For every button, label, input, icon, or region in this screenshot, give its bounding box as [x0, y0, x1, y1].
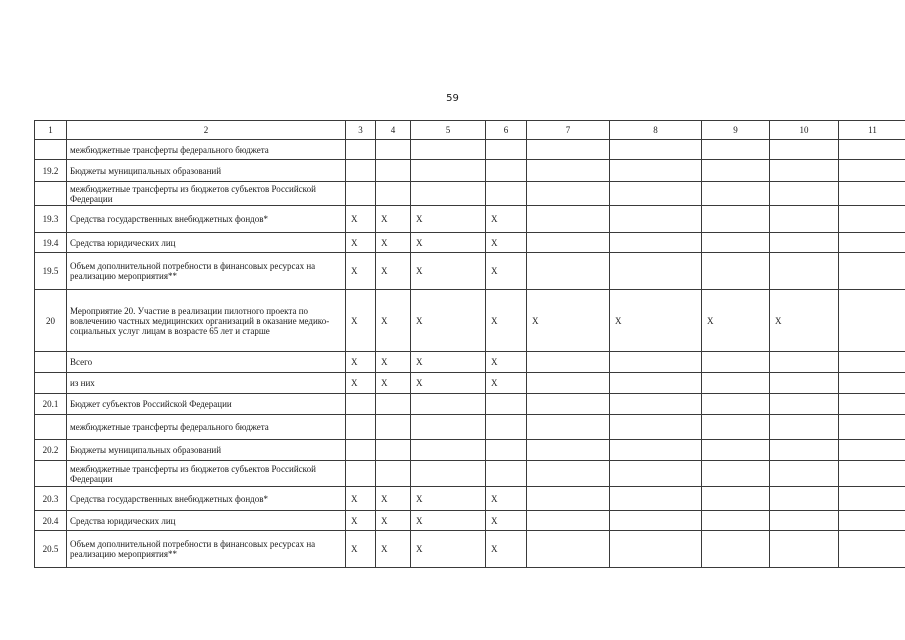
row-description: межбюджетные трансферты из бюджетов субъектов Российской Федерации — [67, 182, 346, 206]
cell-col-3 — [346, 160, 376, 182]
cell-col-8 — [610, 415, 702, 440]
cell-col-8 — [610, 352, 702, 373]
cell-col-11 — [839, 352, 905, 373]
cell-col-11 — [839, 160, 905, 182]
cell-col-9 — [702, 352, 770, 373]
cell-col-9 — [702, 487, 770, 511]
cell-col-4 — [376, 415, 411, 440]
column-header-11: 11 — [839, 121, 905, 140]
cell-col-6: X — [486, 290, 527, 352]
table-row — [35, 487, 905, 511]
column-header-6: 6 — [486, 121, 527, 140]
cell-col-5: X — [411, 511, 486, 531]
cell-col-6 — [486, 415, 527, 440]
row-number — [35, 373, 67, 394]
row-number: 19.4 — [35, 233, 67, 253]
cell-col-10 — [770, 253, 839, 290]
cell-col-5: X — [411, 206, 486, 233]
cell-col-7 — [527, 206, 610, 233]
column-header-4: 4 — [376, 121, 411, 140]
cell-col-6 — [486, 440, 527, 461]
cell-col-7 — [527, 233, 610, 253]
cell-col-6: X — [486, 511, 527, 531]
cell-col-9 — [702, 140, 770, 160]
row-number — [35, 140, 67, 160]
row-description: Средства юридических лиц — [67, 233, 346, 253]
cell-col-11 — [839, 415, 905, 440]
table-row — [35, 394, 905, 415]
cell-col-11 — [839, 394, 905, 415]
table-body — [35, 121, 905, 568]
cell-col-5: X — [411, 531, 486, 568]
cell-col-6 — [486, 394, 527, 415]
cell-col-3 — [346, 182, 376, 206]
cell-col-5 — [411, 440, 486, 461]
cell-col-3: X — [346, 373, 376, 394]
cell-col-3: X — [346, 253, 376, 290]
row-description: Бюджеты муниципальных образований — [67, 440, 346, 461]
row-description: Мероприятие 20. Участие в реализации пилотного проекта по вовлечению частных медицинских организаций в оказание медико-социальных услуг лицам в возрасте 65 лет и старше — [67, 290, 346, 352]
row-number: 20.5 — [35, 531, 67, 568]
header-row — [35, 121, 905, 140]
cell-col-11 — [839, 461, 905, 487]
cell-col-10 — [770, 182, 839, 206]
cell-col-10 — [770, 511, 839, 531]
cell-col-8: X — [610, 290, 702, 352]
cell-col-4: X — [376, 511, 411, 531]
cell-col-9 — [702, 511, 770, 531]
cell-col-8 — [610, 531, 702, 568]
cell-col-8 — [610, 233, 702, 253]
cell-col-5: X — [411, 290, 486, 352]
row-description: из них — [67, 373, 346, 394]
cell-col-10: X — [770, 290, 839, 352]
cell-col-4: X — [376, 531, 411, 568]
column-header-10: 10 — [770, 121, 839, 140]
cell-col-5 — [411, 394, 486, 415]
cell-col-9 — [702, 160, 770, 182]
cell-col-5: X — [411, 352, 486, 373]
cell-col-9 — [702, 182, 770, 206]
cell-col-4 — [376, 461, 411, 487]
cell-col-5: X — [411, 253, 486, 290]
table-row — [35, 531, 905, 568]
cell-col-11 — [839, 531, 905, 568]
cell-col-8 — [610, 511, 702, 531]
row-description: Средства государственных внебюджетных фондов* — [67, 206, 346, 233]
row-description: Всего — [67, 352, 346, 373]
cell-col-5: X — [411, 233, 486, 253]
cell-col-7 — [527, 394, 610, 415]
table-row — [35, 140, 905, 160]
cell-col-8 — [610, 373, 702, 394]
cell-col-9 — [702, 394, 770, 415]
cell-col-10 — [770, 140, 839, 160]
column-header-7: 7 — [527, 121, 610, 140]
cell-col-4: X — [376, 487, 411, 511]
row-number: 19.3 — [35, 206, 67, 233]
cell-col-6: X — [486, 531, 527, 568]
cell-col-11 — [839, 487, 905, 511]
table-row — [35, 352, 905, 373]
cell-col-4: X — [376, 233, 411, 253]
cell-col-7 — [527, 182, 610, 206]
cell-col-3: X — [346, 531, 376, 568]
cell-col-6: X — [486, 373, 527, 394]
cell-col-10 — [770, 415, 839, 440]
cell-col-8 — [610, 394, 702, 415]
table-row — [35, 415, 905, 440]
cell-col-4 — [376, 182, 411, 206]
page-number: 59 — [446, 93, 459, 104]
row-description: Бюджеты муниципальных образований — [67, 160, 346, 182]
cell-col-3: X — [346, 233, 376, 253]
table-row — [35, 160, 905, 182]
row-description: межбюджетные трансферты федерального бюджета — [67, 415, 346, 440]
cell-col-10 — [770, 160, 839, 182]
row-description: Средства юридических лиц — [67, 511, 346, 531]
cell-col-9: X — [702, 290, 770, 352]
cell-col-7 — [527, 487, 610, 511]
cell-col-8 — [610, 206, 702, 233]
cell-col-4 — [376, 394, 411, 415]
column-header-9: 9 — [702, 121, 770, 140]
cell-col-10 — [770, 352, 839, 373]
cell-col-8 — [610, 461, 702, 487]
cell-col-11 — [839, 253, 905, 290]
row-number — [35, 352, 67, 373]
cell-col-3: X — [346, 511, 376, 531]
row-number: 20.3 — [35, 487, 67, 511]
table-row — [35, 182, 905, 206]
cell-col-6: X — [486, 233, 527, 253]
cell-col-10 — [770, 487, 839, 511]
cell-col-3 — [346, 415, 376, 440]
cell-col-7 — [527, 461, 610, 487]
cell-col-9 — [702, 233, 770, 253]
cell-col-6: X — [486, 253, 527, 290]
cell-col-11 — [839, 511, 905, 531]
cell-col-4: X — [376, 253, 411, 290]
cell-col-3: X — [346, 206, 376, 233]
row-description: Средства государственных внебюджетных фондов* — [67, 487, 346, 511]
cell-col-7 — [527, 531, 610, 568]
cell-col-3 — [346, 461, 376, 487]
cell-col-9 — [702, 206, 770, 233]
cell-col-7 — [527, 140, 610, 160]
cell-col-11 — [839, 182, 905, 206]
cell-col-4 — [376, 140, 411, 160]
row-number: 19.5 — [35, 253, 67, 290]
cell-col-6 — [486, 461, 527, 487]
cell-col-10 — [770, 461, 839, 487]
cell-col-4 — [376, 440, 411, 461]
cell-col-6 — [486, 140, 527, 160]
cell-col-6: X — [486, 487, 527, 511]
cell-col-3: X — [346, 290, 376, 352]
cell-col-9 — [702, 415, 770, 440]
cell-col-5: X — [411, 373, 486, 394]
cell-col-9 — [702, 461, 770, 487]
table-row — [35, 253, 905, 290]
cell-col-8 — [610, 440, 702, 461]
row-number — [35, 415, 67, 440]
cell-col-8 — [610, 487, 702, 511]
budget-table — [34, 120, 905, 568]
cell-col-7: X — [527, 290, 610, 352]
row-number: 20.1 — [35, 394, 67, 415]
cell-col-3 — [346, 440, 376, 461]
row-description: межбюджетные трансферты федерального бюджета — [67, 140, 346, 160]
table-row — [35, 206, 905, 233]
row-description: Объем дополнительной потребности в финансовых ресурсах на реализацию мероприятия** — [67, 253, 346, 290]
column-header-8: 8 — [610, 121, 702, 140]
cell-col-8 — [610, 182, 702, 206]
column-header-5: 5 — [411, 121, 486, 140]
cell-col-7 — [527, 373, 610, 394]
cell-col-3 — [346, 394, 376, 415]
row-description: Объем дополнительной потребности в финансовых ресурсах на реализацию мероприятия** — [67, 531, 346, 568]
cell-col-9 — [702, 440, 770, 461]
cell-col-7 — [527, 440, 610, 461]
cell-col-5 — [411, 461, 486, 487]
cell-col-10 — [770, 440, 839, 461]
cell-col-5: X — [411, 487, 486, 511]
cell-col-8 — [610, 253, 702, 290]
cell-col-7 — [527, 160, 610, 182]
table-row — [35, 511, 905, 531]
cell-col-4: X — [376, 206, 411, 233]
cell-col-8 — [610, 140, 702, 160]
cell-col-6: X — [486, 206, 527, 233]
cell-col-10 — [770, 373, 839, 394]
cell-col-10 — [770, 531, 839, 568]
cell-col-10 — [770, 233, 839, 253]
cell-col-11 — [839, 440, 905, 461]
cell-col-5 — [411, 182, 486, 206]
cell-col-3: X — [346, 352, 376, 373]
cell-col-11 — [839, 233, 905, 253]
cell-col-7 — [527, 415, 610, 440]
cell-col-10 — [770, 206, 839, 233]
table-row — [35, 290, 905, 352]
cell-col-9 — [702, 373, 770, 394]
row-description: межбюджетные трансферты из бюджетов субъектов Российской Федерации — [67, 461, 346, 487]
cell-col-11 — [839, 140, 905, 160]
cell-col-6 — [486, 182, 527, 206]
cell-col-11 — [839, 373, 905, 394]
cell-col-9 — [702, 253, 770, 290]
row-description: Бюджет субъектов Российской Федерации — [67, 394, 346, 415]
row-number — [35, 182, 67, 206]
table-row — [35, 461, 905, 487]
row-number: 20.4 — [35, 511, 67, 531]
table-row — [35, 440, 905, 461]
row-number — [35, 461, 67, 487]
cell-col-4: X — [376, 352, 411, 373]
column-header-2: 2 — [67, 121, 346, 140]
cell-col-10 — [770, 394, 839, 415]
cell-col-4 — [376, 160, 411, 182]
cell-col-5 — [411, 415, 486, 440]
column-header-3: 3 — [346, 121, 376, 140]
row-number: 20 — [35, 290, 67, 352]
cell-col-8 — [610, 160, 702, 182]
cell-col-9 — [702, 531, 770, 568]
column-header-1: 1 — [35, 121, 67, 140]
cell-col-6 — [486, 160, 527, 182]
cell-col-11 — [839, 290, 905, 352]
cell-col-3 — [346, 140, 376, 160]
table-row — [35, 233, 905, 253]
cell-col-11 — [839, 206, 905, 233]
cell-col-3: X — [346, 487, 376, 511]
cell-col-7 — [527, 253, 610, 290]
table-row — [35, 373, 905, 394]
cell-col-7 — [527, 511, 610, 531]
row-number: 19.2 — [35, 160, 67, 182]
row-number: 20.2 — [35, 440, 67, 461]
cell-col-4: X — [376, 373, 411, 394]
cell-col-5 — [411, 140, 486, 160]
cell-col-7 — [527, 352, 610, 373]
cell-col-4: X — [376, 290, 411, 352]
cell-col-6: X — [486, 352, 527, 373]
cell-col-5 — [411, 160, 486, 182]
